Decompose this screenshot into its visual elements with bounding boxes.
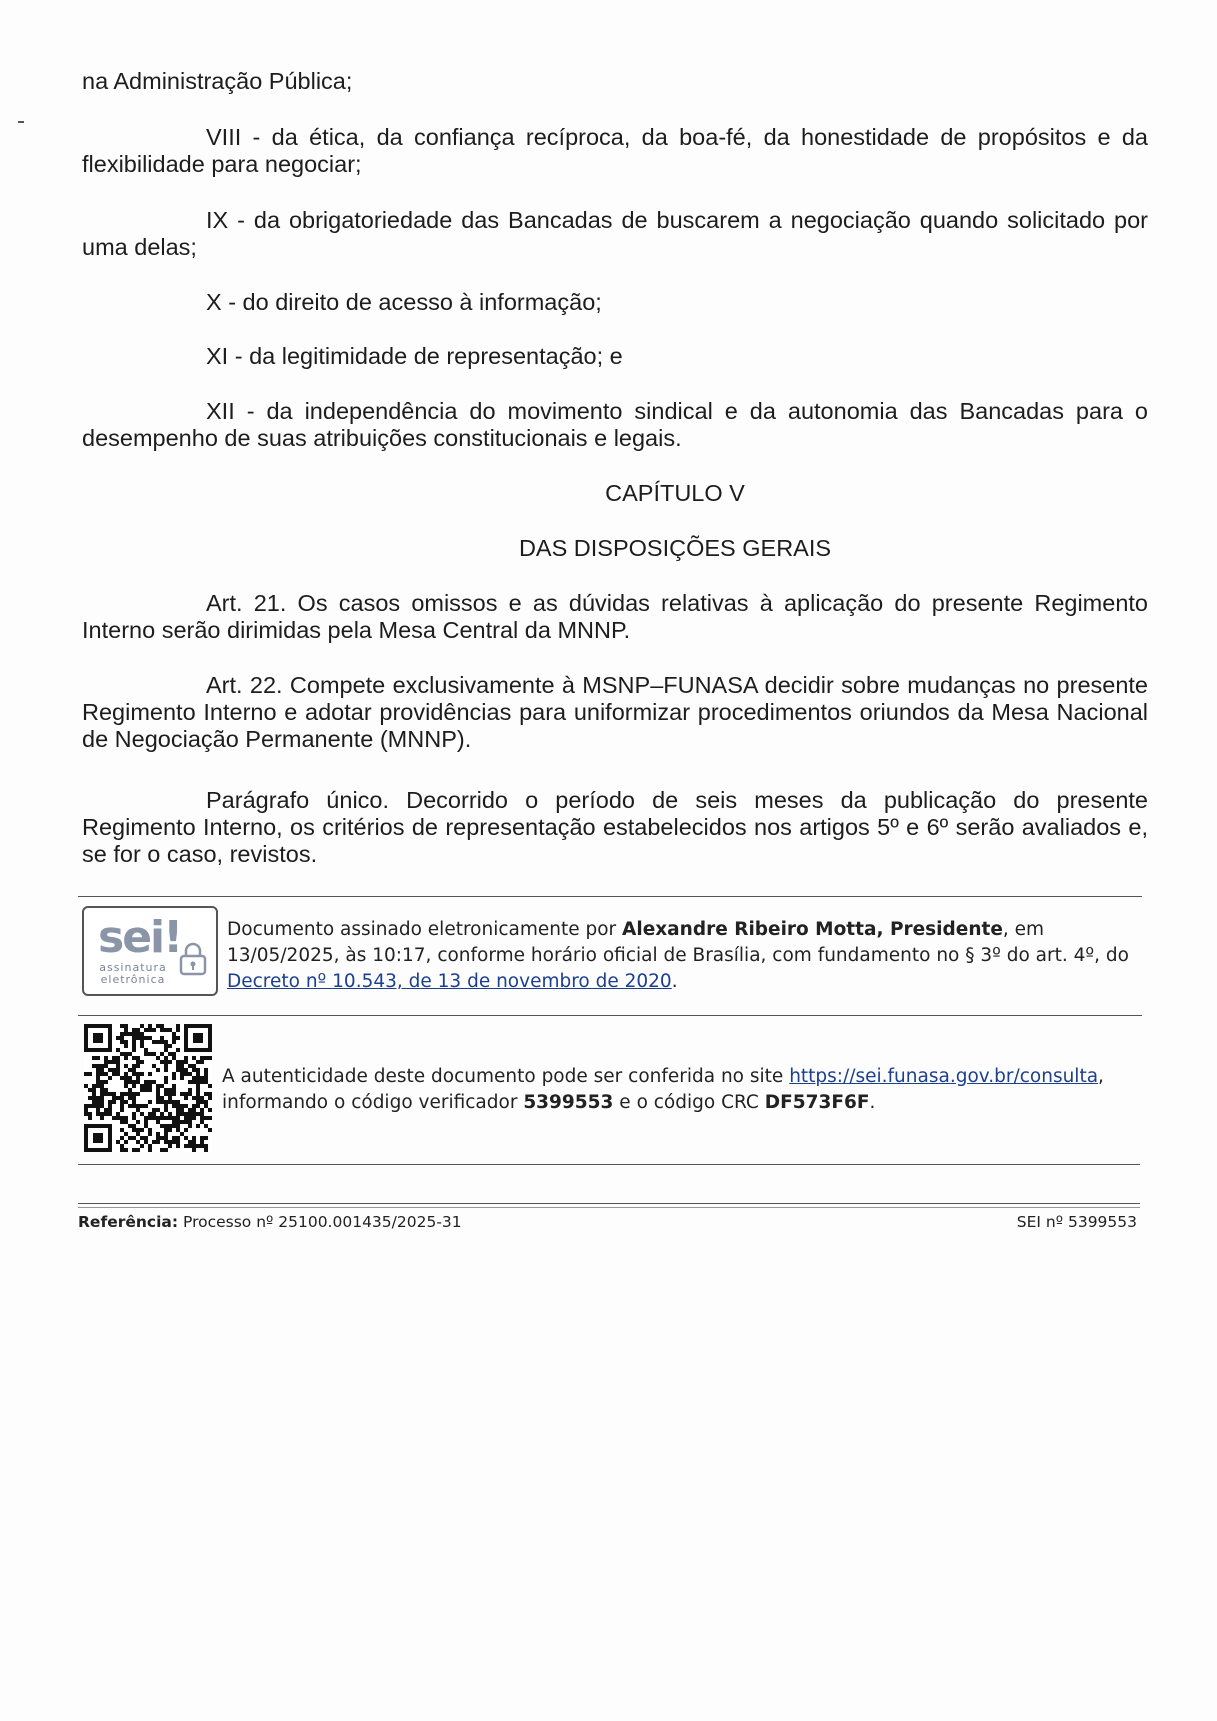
article-22: Art. 22. Compete exclusivamente à MSNP–FUNASA decidir sobre mudanças no presente Regimento Interno e adotar providências para uniformizar procedimentos oriundos da Mesa Nacional de Negociação Permanente (MNNP). — [82, 672, 1148, 752]
reference — [78, 1213, 462, 1231]
sei-number: SEI nº 5399553 — [1016, 1213, 1137, 1231]
lock-icon — [178, 942, 208, 976]
item-xi: XI - da legitimidade de representação; e — [206, 343, 623, 369]
divider — [78, 1203, 1140, 1204]
reference-label: Referência: — [78, 1213, 179, 1231]
authenticity-statement: A autenticidade deste documento pode ser conferida no site https://sei.funasa.gov.br/consulta, informando o código verificador 5399553 e o código CRC DF573F6F. — [222, 1066, 1104, 1113]
divider — [78, 896, 1142, 897]
signer-name: Alexandre Ribeiro Motta, Presidente — [622, 919, 1003, 940]
signature-statement: Documento assinado eletronicamente por Alexandre Ribeiro Motta, Presidente, em 13/05/2025, às 10:17, conforme horário oficial de Brasília, com fundamento no § 3º do art. 4º, do Decreto nº 10.543, de 13 de novembro de 2020. — [227, 919, 1129, 992]
seal-logo-text: sei! — [98, 912, 182, 963]
paragraph-continuation: na Administração Pública; — [82, 68, 353, 94]
divider — [78, 1207, 1140, 1208]
decree-link[interactable]: Decreto nº 10.543, de 13 de novembro de 2020 — [227, 971, 672, 992]
item-viii: VIII - da ética, da confiança recíproca, da boa-fé, da honestidade de propósitos e da flexibilidade para negociar; — [82, 124, 1148, 177]
item-ix: IX - da obrigatoriedade das Bancadas de buscarem a negociação quando solicitado por uma delas; — [82, 207, 1148, 260]
chapter-heading: CAPÍTULO V — [605, 480, 745, 506]
article-21: Art. 21. Os casos omissos e as dúvidas relativas à aplicação do presente Regimento Interno serão dirimidas pela Mesa Central da MNNP. — [82, 590, 1148, 643]
verifier-code: 5399553 — [523, 1092, 614, 1113]
chapter-title: DAS DISPOSIÇÕES GERAIS — [518, 535, 832, 561]
divider — [78, 1164, 1140, 1165]
sei-signature-seal — [82, 906, 218, 996]
scan-mark — [18, 121, 24, 123]
crc-code: DF573F6F — [764, 1092, 870, 1113]
consult-url-link[interactable]: https://sei.funasa.gov.br/consulta — [789, 1066, 1099, 1087]
qr-code — [84, 1024, 212, 1152]
item-x: X - do direito de acesso à informação; — [206, 289, 602, 315]
seal-caption: assinatura eletrônica — [99, 961, 167, 986]
process-number: Processo nº 25100.001435/2025-31 — [178, 1213, 462, 1231]
item-xii: XII - da independência do movimento sindical e da autonomia das Bancadas para o desempenho de suas atribuições constitucionais e legais. — [82, 398, 1148, 451]
sole-paragraph: Parágrafo único. Decorrido o período de seis meses da publicação do presente Regimento Interno, os critérios de representação estabelecidos nos artigos 5º e 6º serão avaliados e, se for o caso, revistos. — [82, 787, 1148, 867]
divider — [78, 1015, 1142, 1016]
